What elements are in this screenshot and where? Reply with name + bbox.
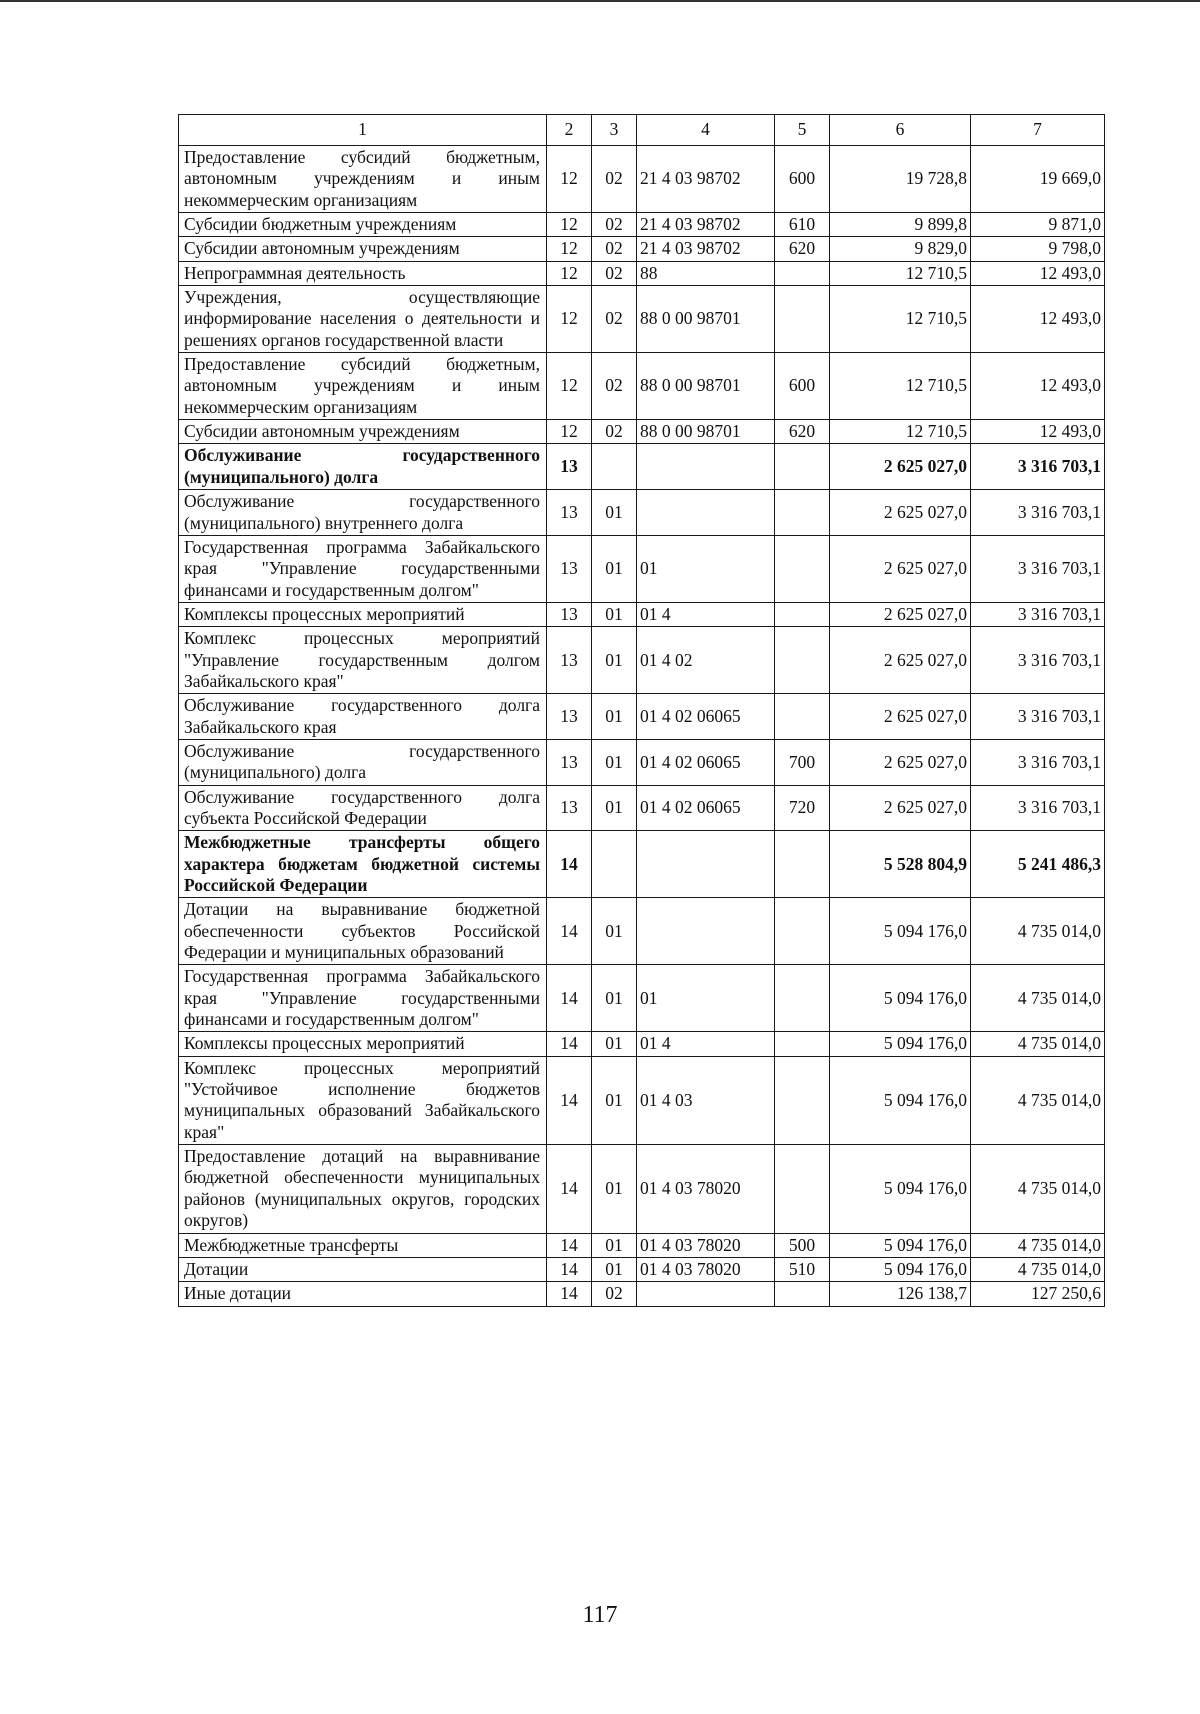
cell-expense-type xyxy=(775,1056,830,1144)
cell-name: Комплекс процессных мероприятий "Устойчивое исполнение бюджетов муниципальных образований Забайкальского края" xyxy=(179,1056,547,1144)
cell-amount-year-2: 4 735 014,0 xyxy=(971,898,1105,965)
cell-expense-type xyxy=(775,1145,830,1233)
cell-expense-type xyxy=(775,694,830,740)
cell-amount-year-1: 5 094 176,0 xyxy=(830,1233,971,1257)
cell-amount-year-2: 4 735 014,0 xyxy=(971,1032,1105,1056)
table-row xyxy=(179,602,1105,626)
cell-name: Обслуживание государственного (муниципального) долга xyxy=(179,444,547,490)
cell-subsection: 02 xyxy=(592,146,637,213)
cell-subsection: 01 xyxy=(592,490,637,536)
cell-target-article: 88 xyxy=(637,261,775,285)
cell-amount-year-1: 12 710,5 xyxy=(830,420,971,444)
cell-expense-type xyxy=(775,1282,830,1306)
cell-subsection: 01 xyxy=(592,898,637,965)
cell-amount-year-1: 12 710,5 xyxy=(830,286,971,353)
cell-section: 12 xyxy=(547,261,592,285)
table-row xyxy=(179,898,1105,965)
cell-amount-year-1: 5 094 176,0 xyxy=(830,898,971,965)
cell-section: 12 xyxy=(547,146,592,213)
cell-subsection: 01 xyxy=(592,965,637,1032)
cell-amount-year-2: 3 316 703,1 xyxy=(971,785,1105,831)
cell-section: 12 xyxy=(547,213,592,237)
cell-target-article: 01 4 02 xyxy=(637,627,775,694)
cell-subsection: 02 xyxy=(592,1282,637,1306)
column-header-4: 4 xyxy=(637,115,775,146)
cell-amount-year-1: 12 710,5 xyxy=(830,353,971,420)
table-row xyxy=(179,1056,1105,1144)
cell-name: Обслуживание государственного долга субъекта Российской Федерации xyxy=(179,785,547,831)
scan-top-edge xyxy=(0,0,1200,2)
page-number: 117 xyxy=(582,1602,618,1628)
cell-name: Комплекс процессных мероприятий "Управление государственным долгом Забайкальского края" xyxy=(179,627,547,694)
table-row xyxy=(179,286,1105,353)
cell-subsection: 01 xyxy=(592,694,637,740)
cell-amount-year-1: 5 094 176,0 xyxy=(830,1145,971,1233)
column-header-2: 2 xyxy=(547,115,592,146)
cell-name: Предоставление субсидий бюджетным, автономным учреждениям и иным некоммерческим организациям xyxy=(179,146,547,213)
table-row xyxy=(179,213,1105,237)
table-row xyxy=(179,146,1105,213)
cell-amount-year-1: 19 728,8 xyxy=(830,146,971,213)
cell-amount-year-2: 4 735 014,0 xyxy=(971,1233,1105,1257)
cell-expense-type xyxy=(775,490,830,536)
column-header-5: 5 xyxy=(775,115,830,146)
column-header-3: 3 xyxy=(592,115,637,146)
cell-subsection xyxy=(592,831,637,898)
cell-name: Обслуживание государственного (муниципального) внутреннего долга xyxy=(179,490,547,536)
table-row xyxy=(179,785,1105,831)
cell-target-article xyxy=(637,831,775,898)
cell-expense-type xyxy=(775,261,830,285)
cell-expense-type xyxy=(775,535,830,602)
cell-amount-year-2: 5 241 486,3 xyxy=(971,831,1105,898)
cell-target-article: 01 4 03 78020 xyxy=(637,1257,775,1281)
budget-table xyxy=(178,114,1105,1307)
cell-section: 12 xyxy=(547,237,592,261)
cell-target-article xyxy=(637,444,775,490)
cell-subsection: 01 xyxy=(592,1145,637,1233)
cell-section: 14 xyxy=(547,1145,592,1233)
cell-expense-type xyxy=(775,831,830,898)
cell-target-article: 21 4 03 98702 xyxy=(637,213,775,237)
cell-name: Непрограммная деятельность xyxy=(179,261,547,285)
cell-name: Комплексы процессных мероприятий xyxy=(179,1032,547,1056)
cell-amount-year-2: 3 316 703,1 xyxy=(971,535,1105,602)
cell-subsection: 02 xyxy=(592,237,637,261)
cell-name: Обслуживание государственного долга Забайкальского края xyxy=(179,694,547,740)
cell-amount-year-2: 3 316 703,1 xyxy=(971,444,1105,490)
cell-amount-year-2: 127 250,6 xyxy=(971,1282,1105,1306)
cell-amount-year-1: 126 138,7 xyxy=(830,1282,971,1306)
cell-subsection: 02 xyxy=(592,420,637,444)
cell-amount-year-1: 9 829,0 xyxy=(830,237,971,261)
cell-name: Иные дотации xyxy=(179,1282,547,1306)
cell-amount-year-1: 9 899,8 xyxy=(830,213,971,237)
table-row xyxy=(179,1282,1105,1306)
cell-section: 12 xyxy=(547,420,592,444)
cell-expense-type: 720 xyxy=(775,785,830,831)
cell-target-article: 01 4 xyxy=(637,602,775,626)
cell-section: 14 xyxy=(547,1056,592,1144)
cell-amount-year-2: 3 316 703,1 xyxy=(971,627,1105,694)
cell-target-article xyxy=(637,898,775,965)
cell-section: 12 xyxy=(547,353,592,420)
cell-amount-year-2: 9 798,0 xyxy=(971,237,1105,261)
cell-subsection: 02 xyxy=(592,261,637,285)
cell-name: Учреждения, осуществляющие информирование населения о деятельности и решениях органов государственной власти xyxy=(179,286,547,353)
cell-expense-type xyxy=(775,627,830,694)
cell-amount-year-1: 5 094 176,0 xyxy=(830,1257,971,1281)
cell-section: 13 xyxy=(547,444,592,490)
cell-name: Предоставление субсидий бюджетным, автономным учреждениям и иным некоммерческим организациям xyxy=(179,353,547,420)
cell-amount-year-1: 5 094 176,0 xyxy=(830,1032,971,1056)
table-row xyxy=(179,535,1105,602)
cell-target-article: 01 4 02 06065 xyxy=(637,785,775,831)
column-header-1: 1 xyxy=(179,115,547,146)
cell-subsection: 01 xyxy=(592,1056,637,1144)
cell-target-article: 01 xyxy=(637,535,775,602)
cell-name: Дотации xyxy=(179,1257,547,1281)
cell-amount-year-2: 3 316 703,1 xyxy=(971,490,1105,536)
cell-subsection: 02 xyxy=(592,353,637,420)
cell-section: 13 xyxy=(547,490,592,536)
cell-name: Государственная программа Забайкальского края "Управление государственными финансами и государственным долгом" xyxy=(179,535,547,602)
cell-amount-year-2: 4 735 014,0 xyxy=(971,965,1105,1032)
cell-section: 14 xyxy=(547,1233,592,1257)
cell-section: 12 xyxy=(547,286,592,353)
cell-subsection: 01 xyxy=(592,627,637,694)
cell-target-article: 01 4 03 78020 xyxy=(637,1233,775,1257)
column-header-6: 6 xyxy=(830,115,971,146)
cell-section: 13 xyxy=(547,739,592,785)
cell-expense-type: 620 xyxy=(775,420,830,444)
cell-name: Субсидии бюджетным учреждениям xyxy=(179,213,547,237)
table-row xyxy=(179,1233,1105,1257)
table-row xyxy=(179,353,1105,420)
cell-amount-year-1: 2 625 027,0 xyxy=(830,739,971,785)
cell-subsection: 01 xyxy=(592,1032,637,1056)
cell-name: Обслуживание государственного (муниципального) долга xyxy=(179,739,547,785)
cell-section: 14 xyxy=(547,831,592,898)
cell-subsection: 02 xyxy=(592,286,637,353)
cell-subsection: 01 xyxy=(592,1257,637,1281)
cell-expense-type xyxy=(775,965,830,1032)
cell-amount-year-2: 9 871,0 xyxy=(971,213,1105,237)
cell-section: 13 xyxy=(547,535,592,602)
table-row xyxy=(179,444,1105,490)
table-row xyxy=(179,1145,1105,1233)
table-row xyxy=(179,1257,1105,1281)
cell-target-article: 21 4 03 98702 xyxy=(637,237,775,261)
cell-amount-year-1: 12 710,5 xyxy=(830,261,971,285)
table-row xyxy=(179,831,1105,898)
cell-section: 14 xyxy=(547,1032,592,1056)
cell-subsection: 01 xyxy=(592,739,637,785)
cell-section: 14 xyxy=(547,1282,592,1306)
cell-subsection: 01 xyxy=(592,1233,637,1257)
cell-subsection: 01 xyxy=(592,602,637,626)
cell-name: Субсидии автономным учреждениям xyxy=(179,237,547,261)
cell-target-article: 01 4 03 xyxy=(637,1056,775,1144)
cell-amount-year-2: 12 493,0 xyxy=(971,420,1105,444)
cell-expense-type: 700 xyxy=(775,739,830,785)
table-row xyxy=(179,490,1105,536)
cell-name: Межбюджетные трансферты общего характера бюджетам бюджетной системы Российской Федерации xyxy=(179,831,547,898)
cell-amount-year-2: 3 316 703,1 xyxy=(971,694,1105,740)
cell-expense-type: 600 xyxy=(775,146,830,213)
cell-amount-year-2: 4 735 014,0 xyxy=(971,1056,1105,1144)
table-row xyxy=(179,1032,1105,1056)
table-row xyxy=(179,965,1105,1032)
cell-name: Государственная программа Забайкальского края "Управление государственными финансами и государственным долгом" xyxy=(179,965,547,1032)
cell-expense-type xyxy=(775,1032,830,1056)
cell-target-article xyxy=(637,1282,775,1306)
cell-name: Комплексы процессных мероприятий xyxy=(179,602,547,626)
table-row xyxy=(179,627,1105,694)
table-row xyxy=(179,694,1105,740)
cell-expense-type: 600 xyxy=(775,353,830,420)
cell-name: Межбюджетные трансферты xyxy=(179,1233,547,1257)
cell-name: Дотации на выравнивание бюджетной обеспеченности субъектов Российской Федерации и муниципальных образований xyxy=(179,898,547,965)
table-header-row xyxy=(179,115,1105,146)
cell-section: 13 xyxy=(547,627,592,694)
cell-expense-type: 510 xyxy=(775,1257,830,1281)
cell-amount-year-1: 2 625 027,0 xyxy=(830,490,971,536)
cell-subsection: 01 xyxy=(592,785,637,831)
cell-target-article: 01 4 xyxy=(637,1032,775,1056)
cell-subsection xyxy=(592,444,637,490)
cell-amount-year-1: 5 094 176,0 xyxy=(830,1056,971,1144)
table-row xyxy=(179,739,1105,785)
cell-target-article: 01 4 02 06065 xyxy=(637,739,775,785)
cell-target-article: 01 xyxy=(637,965,775,1032)
cell-amount-year-2: 19 669,0 xyxy=(971,146,1105,213)
cell-target-article xyxy=(637,490,775,536)
cell-target-article: 21 4 03 98702 xyxy=(637,146,775,213)
cell-expense-type xyxy=(775,286,830,353)
cell-amount-year-1: 2 625 027,0 xyxy=(830,785,971,831)
cell-amount-year-2: 3 316 703,1 xyxy=(971,602,1105,626)
cell-section: 13 xyxy=(547,785,592,831)
table-body xyxy=(179,146,1105,1307)
cell-expense-type xyxy=(775,602,830,626)
cell-subsection: 01 xyxy=(592,535,637,602)
cell-amount-year-2: 3 316 703,1 xyxy=(971,739,1105,785)
cell-subsection: 02 xyxy=(592,213,637,237)
cell-expense-type xyxy=(775,444,830,490)
cell-section: 13 xyxy=(547,694,592,740)
cell-expense-type: 500 xyxy=(775,1233,830,1257)
cell-name: Предоставление дотаций на выравнивание бюджетной обеспеченности муниципальных районов (муниципальных округов, городских округов) xyxy=(179,1145,547,1233)
cell-amount-year-1: 5 528 804,9 xyxy=(830,831,971,898)
cell-amount-year-1: 2 625 027,0 xyxy=(830,694,971,740)
cell-target-article: 01 4 03 78020 xyxy=(637,1145,775,1233)
cell-section: 14 xyxy=(547,1257,592,1281)
cell-amount-year-2: 12 493,0 xyxy=(971,286,1105,353)
cell-section: 13 xyxy=(547,602,592,626)
cell-target-article: 88 0 00 98701 xyxy=(637,286,775,353)
cell-target-article: 88 0 00 98701 xyxy=(637,420,775,444)
cell-expense-type xyxy=(775,898,830,965)
cell-amount-year-1: 2 625 027,0 xyxy=(830,627,971,694)
cell-amount-year-2: 12 493,0 xyxy=(971,353,1105,420)
column-header-7: 7 xyxy=(971,115,1105,146)
cell-expense-type: 620 xyxy=(775,237,830,261)
cell-section: 14 xyxy=(547,898,592,965)
cell-amount-year-2: 12 493,0 xyxy=(971,261,1105,285)
cell-expense-type: 610 xyxy=(775,213,830,237)
cell-amount-year-1: 2 625 027,0 xyxy=(830,602,971,626)
cell-amount-year-2: 4 735 014,0 xyxy=(971,1145,1105,1233)
table-row xyxy=(179,237,1105,261)
table-row xyxy=(179,261,1105,285)
cell-amount-year-1: 2 625 027,0 xyxy=(830,535,971,602)
cell-amount-year-1: 5 094 176,0 xyxy=(830,965,971,1032)
cell-target-article: 01 4 02 06065 xyxy=(637,694,775,740)
cell-amount-year-1: 2 625 027,0 xyxy=(830,444,971,490)
cell-amount-year-2: 4 735 014,0 xyxy=(971,1257,1105,1281)
cell-target-article: 88 0 00 98701 xyxy=(637,353,775,420)
table-row xyxy=(179,420,1105,444)
cell-section: 14 xyxy=(547,965,592,1032)
cell-name: Субсидии автономным учреждениям xyxy=(179,420,547,444)
